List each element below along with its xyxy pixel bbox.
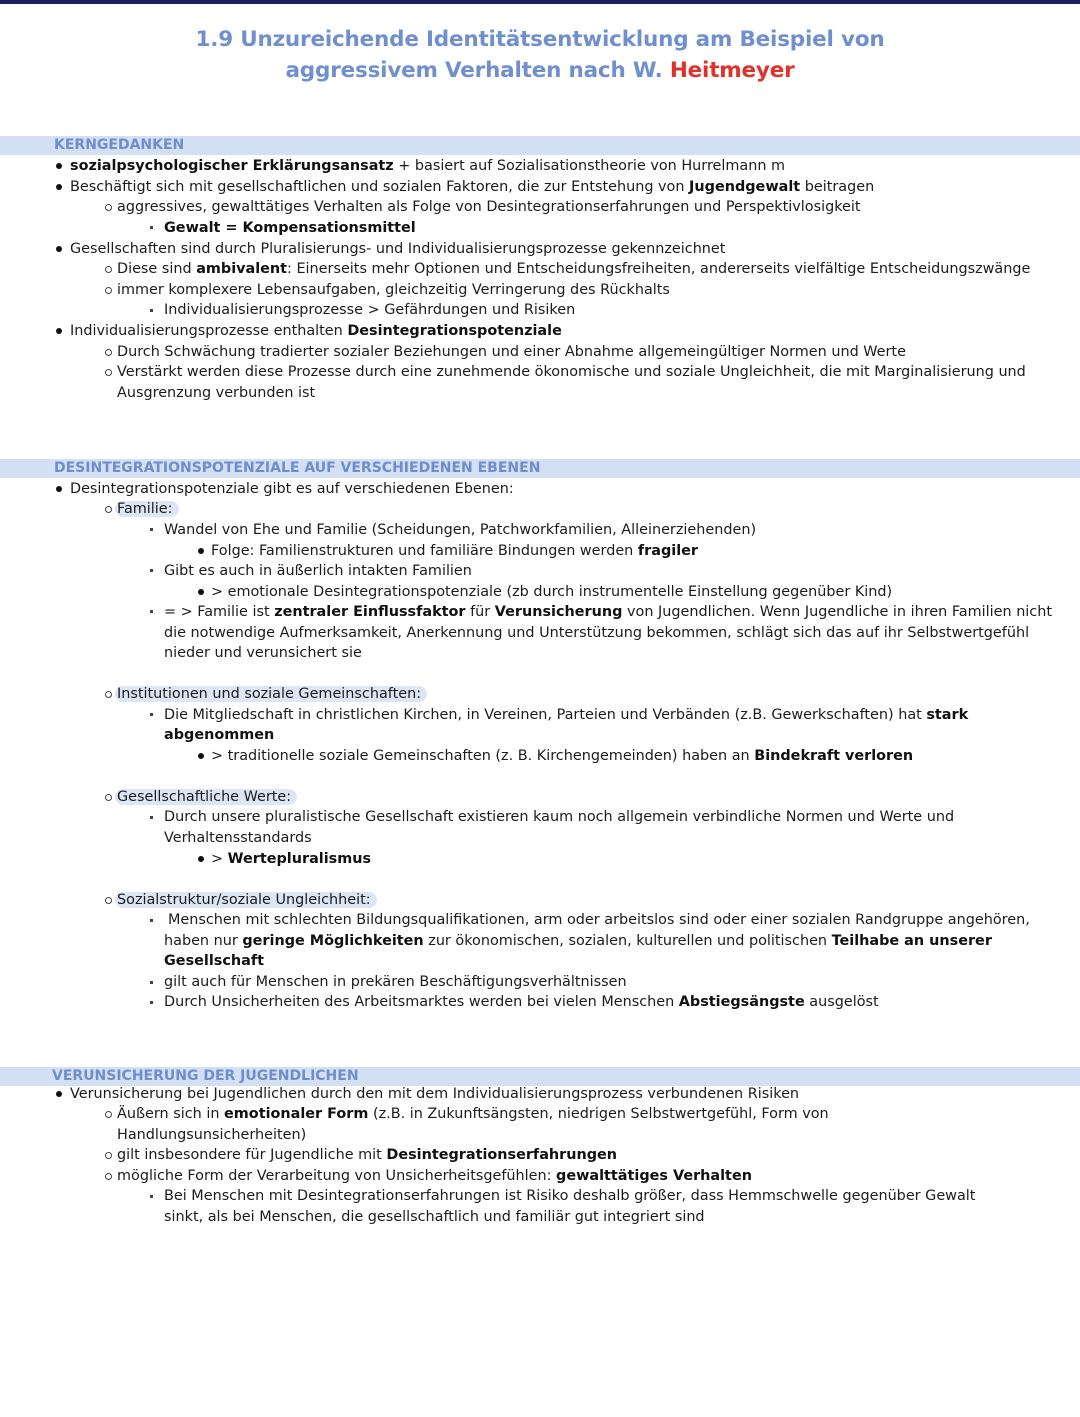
- text-line: sozialpsychologischer Erklärungsansatz + basiert auf Sozialisationstheorie von Hurrelmann m: [70, 158, 786, 174]
- subheading-familie: Familie:: [117, 499, 179, 519]
- text-line: gilt auch für Menschen in prekären Beschäftigungsverhältnissen: [164, 974, 627, 990]
- text-line: Gewalt = Kompensationsmittel: [164, 220, 416, 236]
- circle-bullet-icon: [105, 204, 112, 211]
- text-line: Durch Schwächung tradierter sozialer Beziehungen und einer Abnahme allgemeingültiger Normen und Werte: [117, 344, 906, 360]
- text-line: nieder und verunsichert sie: [164, 645, 362, 661]
- circle-bullet-icon: [105, 691, 112, 698]
- square-bullet-icon: [150, 528, 153, 531]
- page-title-line-2: [0, 58, 1080, 83]
- text-line: > Wertepluralismus: [211, 851, 372, 867]
- text-line: > emotionale Desintegrationspotenziale (zb durch instrumentelle Einstellung gegenüber Kind): [211, 584, 893, 600]
- text-line: Individualisierungsprozesse > Gefährdungen und Risiken: [164, 302, 576, 318]
- text-line: Die Mitgliedschaft in christlichen Kirchen, in Vereinen, Parteien und Verbänden (z.B. Gewerkschaften) hat stark: [164, 707, 969, 723]
- text-line: Individualisierungsprozesse enthalten Desintegrationspotenziale: [70, 323, 562, 339]
- square-bullet-icon: [150, 981, 153, 984]
- circle-bullet-icon: [105, 1111, 112, 1118]
- text-line: Folge: Familienstrukturen und familiäre Bindungen werden fragiler: [211, 543, 698, 559]
- bullet-icon: [198, 856, 204, 862]
- section-title: VERUNSICHERUNG DER JUGENDLICHEN: [52, 1068, 359, 1084]
- text-line: > traditionelle soziale Gemeinschaften (z. B. Kirchengemeinden) haben an Bindekraft verloren: [211, 748, 914, 764]
- square-bullet-icon: [150, 1001, 153, 1004]
- subheading-institutionen: Institutionen und soziale Gemeinschaften:: [117, 684, 427, 704]
- text-line: Gibt es auch in äußerlich intakten Familien: [164, 563, 472, 579]
- section-title: DESINTEGRATIONSPOTENZIALE AUF VERSCHIEDENEN EBENEN: [54, 460, 541, 476]
- square-bullet-icon: [150, 713, 153, 716]
- text-line: Äußern sich in emotionaler Form (z.B. in Zukunftsängsten, niedrigen Selbstwertgefühl, Form von: [117, 1106, 829, 1122]
- text-line: haben nur geringe Möglichkeiten zur ökonomischen, sozialen, kulturellen und politischen Teilhabe an unserer: [164, 933, 992, 949]
- text-line: Durch Unsicherheiten des Arbeitsmarktes werden bei vielen Menschen Abstiegsängste ausgelöst: [164, 994, 879, 1010]
- square-bullet-icon: [150, 1195, 153, 1198]
- bullet-icon: [56, 184, 62, 190]
- bullet-icon: [198, 548, 204, 554]
- bullet-icon: [56, 246, 62, 252]
- bullet-icon: [56, 163, 62, 169]
- page-title-line-1: 1.9 Unzureichende Identitätsentwicklung am Beispiel von: [195, 27, 885, 52]
- circle-bullet-icon: [105, 349, 112, 356]
- top-accent-bar: [0, 0, 1080, 4]
- text-line: Verunsicherung bei Jugendlichen durch den mit dem Individualisierungsprozess verbundenen Risiken: [70, 1086, 800, 1102]
- text-line: die notwendige Aufmerksamkeit, Anerkennung und Unterstützung bekommen, schlägt sich das auf ihr Selbstwertgefühl: [164, 625, 1030, 641]
- circle-bullet-icon: [105, 794, 112, 801]
- text-line: abgenommen: [164, 727, 275, 743]
- circle-bullet-icon: [105, 266, 112, 273]
- circle-bullet-icon: [105, 1173, 112, 1180]
- text-line: Gesellschaften sind durch Pluralisierungs- und Individualisierungsprozesse gekennzeichnet: [70, 241, 726, 257]
- text-line: Handlungsunsicherheiten): [117, 1127, 307, 1143]
- subheading-werte: Gesellschaftliche Werte:: [117, 787, 297, 807]
- bullet-icon: [56, 328, 62, 334]
- circle-bullet-icon: [105, 1152, 112, 1159]
- circle-bullet-icon: [105, 506, 112, 513]
- text-line: Desintegrationspotenziale gibt es auf verschiedenen Ebenen:: [70, 481, 514, 497]
- text-line: Ausgrenzung verbunden ist: [117, 385, 316, 401]
- square-bullet-icon: [150, 610, 153, 613]
- circle-bullet-icon: [105, 369, 112, 376]
- square-bullet-icon: [150, 919, 153, 922]
- section-header-kerngedanken: [0, 136, 1080, 155]
- subheading-sozialstruktur: Sozialstruktur/soziale Ungleichheit:: [117, 890, 377, 910]
- text-line: Verstärkt werden diese Prozesse durch eine zunehmende ökonomische und soziale Ungleichheit, die mit Marginalisierung und: [117, 364, 1026, 380]
- square-bullet-icon: [150, 569, 153, 572]
- title-author: Heitmeyer: [669, 58, 795, 83]
- bullet-icon: [56, 1091, 62, 1097]
- text-line: Bei Menschen mit Desintegrationserfahrungen ist Risiko deshalb größer, dass Hemmschwelle gegenüber Gewalt: [164, 1188, 976, 1204]
- text-line: gilt insbesondere für Jugendliche mit Desintegrationserfahrungen: [117, 1147, 618, 1163]
- text-line: Verhaltensstandards: [164, 830, 312, 846]
- text-line: Diese sind ambivalent: Einerseits mehr Optionen und Entscheidungsfreiheiten, andererseits vielfältige Entscheidungszwänge: [117, 261, 1031, 277]
- text-line: Beschäftigt sich mit gesellschaftlichen und sozialen Faktoren, die zur Entstehung von Jugendgewalt beitragen: [70, 179, 875, 195]
- square-bullet-icon: [150, 309, 153, 312]
- bullet-icon: [56, 486, 62, 492]
- text-line: = > Familie ist zentraler Einflussfaktor für Verunsicherung von Jugendlichen. Wenn Jugendliche in ihren Familien nicht: [164, 604, 1052, 620]
- square-bullet-icon: [150, 226, 153, 229]
- circle-bullet-icon: [105, 287, 112, 294]
- text-line: mögliche Form der Verarbeitung von Unsicherheitsgefühlen: gewalttätiges Verhalten: [117, 1168, 752, 1184]
- text-line: aggressives, gewalttätiges Verhalten als Folge von Desintegrationserfahrungen und Perspektivlosigkeit: [117, 199, 861, 215]
- text-line: Wandel von Ehe und Familie (Scheidungen, Patchworkfamilien, Alleinerziehenden): [164, 522, 757, 538]
- bullet-icon: [198, 589, 204, 595]
- section-header-desintegration: [0, 459, 1080, 478]
- title-line-2-text: aggressivem Verhalten nach W.: [285, 58, 670, 83]
- square-bullet-icon: [150, 816, 153, 819]
- text-line: Menschen mit schlechten Bildungsqualifikationen, arm oder arbeitslos sind oder einer sozialen Randgruppe angehören,: [168, 912, 1030, 928]
- text-line: immer komplexere Lebensaufgaben, gleichzeitig Verringerung des Rückhalts: [117, 282, 670, 298]
- text-line: Durch unsere pluralistische Gesellschaft existieren kaum noch allgemein verbindliche Normen und Werte und: [164, 809, 955, 825]
- bullet-icon: [198, 753, 204, 759]
- section-title: KERNGEDANKEN: [54, 137, 185, 153]
- text-line: sinkt, als bei Menschen, die gesellschaftlich und familiär gut integriert sind: [164, 1209, 705, 1225]
- circle-bullet-icon: [105, 897, 112, 904]
- text-line: Gesellschaft: [164, 953, 264, 969]
